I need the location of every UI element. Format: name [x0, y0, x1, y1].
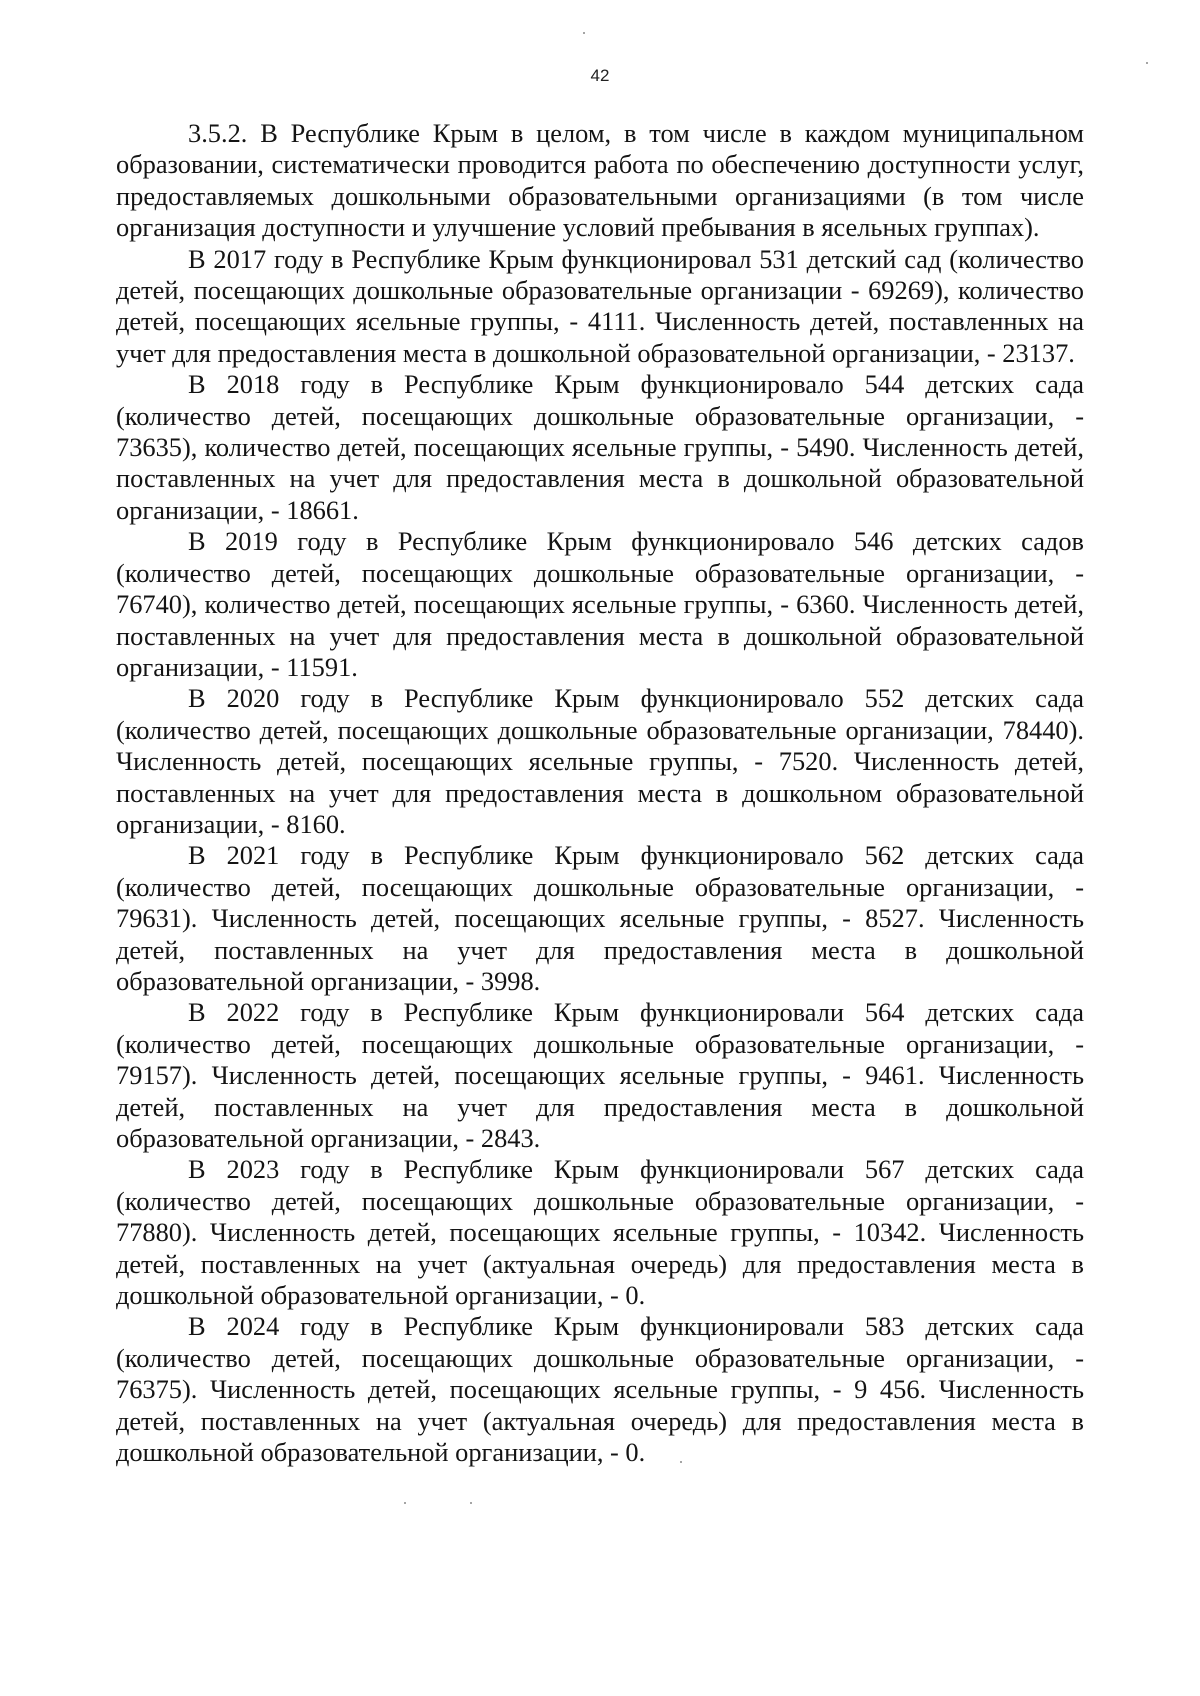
paragraph-year-2017: В 2017 году в Республике Крым функционировал 531 детский сад (количество детей, посещающих дошкольные образовательные организации - 69269), количество детей, посещающих ясельные группы, - 4111. Численность детей, поставленных на учет для предоставления места в дошкольной образовательной организации, - 23137. [116, 243, 1084, 368]
paragraph-year-2020: В 2020 году в Республике Крым функционировало 552 детских сада (количество детей, посещающих дошкольные образовательные организации, 78440). Численность детей, посещающих ясельные группы, - 7520. Численность детей, поставленных на учет для предоставления места в дошкольном образовательной организации, - 8160. [116, 683, 1084, 839]
scan-speck [1146, 62, 1148, 64]
document-body [116, 118, 1084, 1468]
paragraph-year-2021: В 2021 году в Республике Крым функционировало 562 детских сада (количество детей, посещающих дошкольные образовательные организации, - 79631). Численность детей, посещающих ясельные группы, - 8527. Численность детей, поставленных на учет для предоставления места в дошкольной образовательной организации, - 3998. [116, 840, 1084, 996]
scan-speck [470, 1502, 472, 1504]
paragraph-year-2022: В 2022 году в Республике Крым функционировали 564 детских сада (количество детей, посещающих дошкольные образовательные организации, - 79157). Численность детей, посещающих ясельные группы, - 9461. Численность детей, поставленных на учет для предоставления места в дошкольной образовательной организации, - 2843. [116, 997, 1084, 1153]
paragraph-year-2024: В 2024 году в Республике Крым функционировали 583 детских сада (количество детей, посещающих дошкольные образовательные организации, - 76375). Численность детей, посещающих ясельные группы, - 9 456. Численность детей, поставленных на учет (актуальная очередь) для предоставления места в дошкольной образовательной организации, - 0. [116, 1311, 1084, 1468]
paragraph-year-2019: В 2019 году в Республике Крым функционировало 546 детских садов (количество детей, посещающих дошкольные образовательные организации, - 76740), количество детей, посещающих ясельные группы, - 6360. Численность детей, поставленных на учет для предоставления места в дошкольной образовательной организации, - 11591. [116, 526, 1084, 682]
paragraph-year-2018: В 2018 году в Республике Крым функционировало 544 детских сада (количество детей, посещающих дошкольные образовательные организации, - 73635), количество детей, посещающих ясельные группы, - 5490. Численность детей, поставленных на учет для предоставления места в дошкольной образовательной организации, - 18661. [116, 369, 1084, 525]
scan-speck [404, 1502, 406, 1504]
scan-speck [680, 1461, 682, 1463]
paragraph-year-2023: В 2023 году в Республике Крым функционировали 567 детских сада (количество детей, посещающих дошкольные образовательные организации, - 77880). Численность детей, посещающих ясельные группы, - 10342. Численность детей, поставленных на учет (актуальная очередь) для предоставления места в дошкольной образовательной организации, - 0. [116, 1154, 1084, 1311]
scan-speck [583, 32, 585, 34]
page-number: 42 [590, 66, 610, 85]
paragraph-3-5-2-intro: 3.5.2. В Республике Крым в целом, в том числе в каждом муниципальном образовании, систематически проводится работа по обеспечению доступности услуг, предоставляемых дошкольными образовательными организациями (в том числе организация доступности и улучшение условий пребывания в ясельных группах). [116, 118, 1084, 243]
